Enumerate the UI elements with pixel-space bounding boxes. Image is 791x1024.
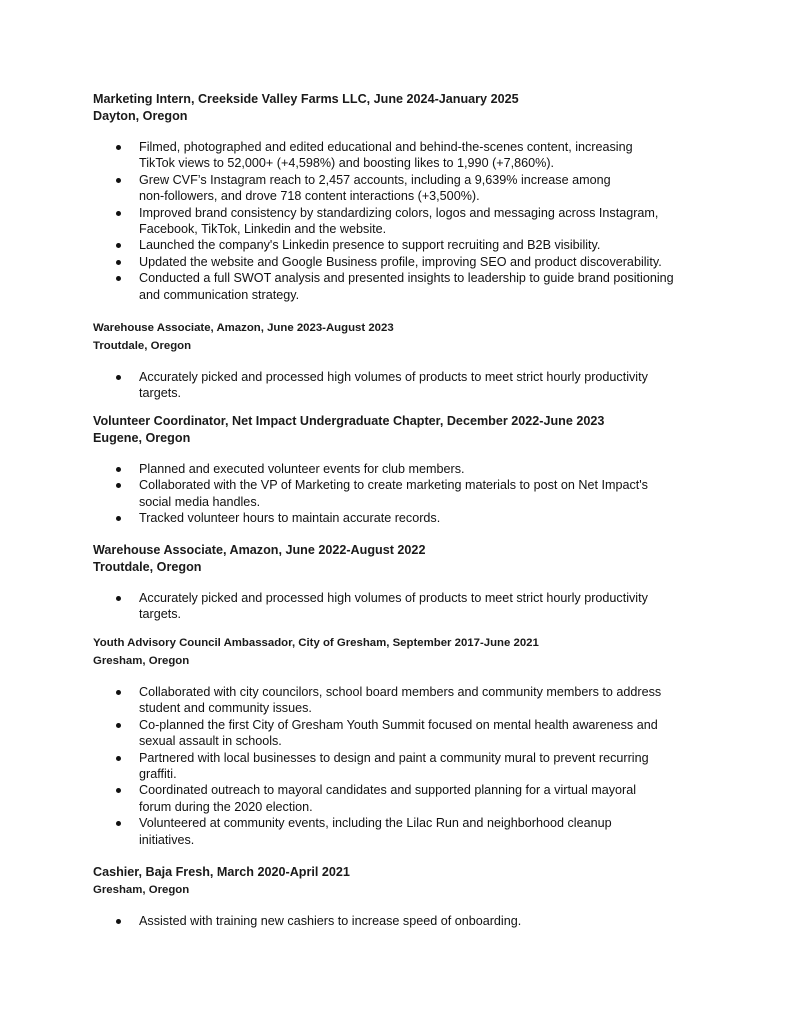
bullet-item [93, 237, 733, 253]
bullet-text: Collaborated with the VP of Marketing to create marketing materials to post on Net Impact's social media handles. [139, 478, 648, 509]
bullet-text: Grew CVF’s Instagram reach to 2,457 accounts, including a 9,639% increase among non-followers, and drove 718 content interactions (+3,500%). [139, 172, 611, 204]
bullet-icon [116, 788, 121, 793]
bullet-icon [116, 516, 121, 521]
bullet-icon [116, 375, 121, 380]
bullet-icon [116, 276, 121, 281]
bullet-icon [116, 145, 121, 150]
bullet-text: Launched the company's Linkedin presence to support recruiting and B2B visibility. [139, 238, 601, 253]
bullet-text: Conducted a full SWOT analysis and presented insights to leadership to guide brand positioning and communication strategy. [139, 271, 674, 302]
bullet-item [93, 750, 733, 783]
bullet-text: Partnered with local businesses to design and paint a community mural to prevent recurring graffiti. [139, 750, 649, 782]
bullet-text: Filmed, photographed and edited educational and behind-the-scenes content, increasing TikTok views to 52,000+ (+4,598%) and boosting likes to 1,990 (+7,860%). [139, 140, 633, 171]
bullet-item [93, 461, 733, 477]
experience-entry [93, 413, 733, 527]
job-title: Warehouse Associate, Amazon, June 2022-August 2022 [93, 543, 426, 557]
bullet-icon [116, 919, 121, 924]
experience-entry [93, 319, 733, 402]
bullet-icon [116, 178, 121, 183]
bullet-item [93, 172, 733, 205]
bullet-list [93, 684, 733, 848]
bullet-text: Updated the website and Google Business profile, improving SEO and product discoverability. [139, 254, 662, 269]
bullet-text: Tracked volunteer hours to maintain accurate records. [139, 511, 441, 526]
bullet-list [93, 369, 733, 402]
bullet-item [93, 205, 733, 238]
job-location: Gresham, Oregon [93, 884, 190, 896]
experience-entry [93, 542, 733, 623]
bullet-icon [116, 821, 121, 826]
bullet-text: Improved brand consistency by standardizing colors, logos and messaging across Instagram, Facebook, TikTok, Linkedin and the website. [139, 205, 659, 237]
bullet-icon [116, 483, 121, 488]
job-location: Dayton, Oregon [93, 109, 188, 123]
bullet-item [93, 913, 733, 929]
bullet-item [93, 477, 733, 510]
job-title: Youth Advisory Council Ambassador, City of Gresham, September 2017-June 2021 [93, 637, 539, 649]
bullet-list [93, 461, 733, 527]
bullet-text: Collaborated with city councilors, school board members and community members to address student and community issues. [139, 685, 662, 716]
job-title: Volunteer Coordinator, Net Impact Undergraduate Chapter, December 2022-June 2023 [93, 414, 605, 428]
bullet-list [93, 590, 733, 623]
job-title: Cashier, Baja Fresh, March 2020-April 2021 [93, 865, 350, 879]
bullet-item [93, 369, 733, 402]
experience-entry [93, 91, 733, 303]
bullet-icon [116, 467, 121, 472]
job-location: Troutdale, Oregon [93, 340, 192, 352]
bullet-text: Coordinated outreach to mayoral candidates and supported planning for a virtual mayoral forum during the 2020 election. [139, 783, 637, 814]
bullet-text: Co-planned the first City of Gresham Youth Summit focused on mental health awareness and sexual assault in schools. [139, 717, 658, 749]
bullet-icon [116, 596, 121, 601]
experience-entry [93, 634, 733, 848]
bullet-item [93, 590, 733, 623]
bullet-text: Accurately picked and processed high volumes of products to meet strict hourly productivity targets. [139, 591, 648, 622]
job-location: Troutdale, Oregon [93, 560, 202, 574]
job-title: Marketing Intern, Creekside Valley Farms LLC, June 2024-January 2025 [93, 92, 519, 106]
job-location: Gresham, Oregon [93, 655, 190, 667]
bullet-list [93, 913, 733, 929]
job-location: Eugene, Oregon [93, 431, 191, 445]
bullet-item [93, 139, 733, 172]
bullet-icon [116, 723, 121, 728]
bullet-text: Accurately picked and processed high volumes of products to meet strict hourly productivity targets. [139, 370, 648, 401]
bullet-item [93, 270, 733, 303]
bullet-text: Assisted with training new cashiers to increase speed of onboarding. [139, 914, 522, 928]
bullet-item [93, 510, 733, 526]
bullet-icon [116, 690, 121, 695]
bullet-text: Volunteered at community events, including the Lilac Run and neighborhood cleanup initiatives. [139, 816, 612, 847]
job-title: Warehouse Associate, Amazon, June 2023-August 2023 [93, 322, 394, 334]
bullet-icon [116, 260, 121, 265]
bullet-item [93, 684, 733, 717]
bullet-list [93, 139, 733, 303]
bullet-item [93, 815, 733, 848]
experience-entry [93, 864, 733, 929]
bullet-item [93, 717, 733, 750]
bullet-icon [116, 243, 121, 248]
bullet-item [93, 782, 733, 815]
bullet-icon [116, 211, 121, 216]
bullet-item [93, 254, 733, 270]
bullet-icon [116, 756, 121, 761]
bullet-text: Planned and executed volunteer events for club members. [139, 462, 465, 476]
